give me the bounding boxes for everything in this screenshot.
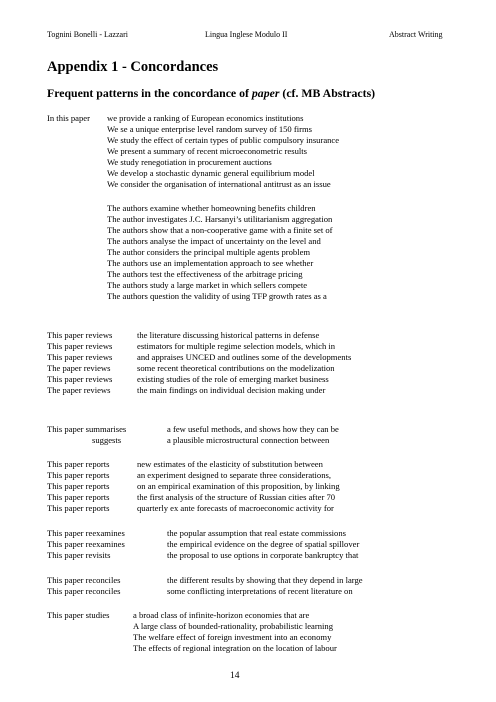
concordance-line: the different results by showing that they depend in large <box>167 575 363 585</box>
concordance-line: the proposal to use options in corporate bankruptcy that <box>167 550 359 560</box>
concordance-line: some conflicting interpretations of recent literature on <box>167 586 353 596</box>
concordance-key: The paper reviews <box>47 363 111 373</box>
header-course: Lingua Inglese Modulo II <box>205 30 288 39</box>
concordance-key: This paper reports <box>47 470 110 480</box>
concordance-line: The authors analyse the impact of uncertainty on the level and <box>107 236 321 246</box>
concordance-key: This paper reports <box>47 459 110 469</box>
page-number: 14 <box>230 671 240 681</box>
concordance-line: estimators for multiple regime selection models, which in <box>137 341 336 351</box>
concordance-line: some recent theoretical contributions on the modelization <box>137 363 335 373</box>
concordance-line: The author investigates J.C. Harsanyi’s utilitarianism aggregation <box>107 214 333 224</box>
concordance-key: This paper reports <box>47 481 110 491</box>
concordance-key: This paper studies <box>47 610 110 620</box>
concordance-line: The authors use an implementation approach to see whether <box>107 258 314 268</box>
concordance-line: we provide a ranking of European economics institutions <box>107 113 304 123</box>
concordance-key: This paper reexamines <box>47 539 125 549</box>
concordance-key: This paper reconciles <box>47 575 121 585</box>
concordance-line: We study renegotiation in procurement auctions <box>107 157 272 167</box>
concordance-line: on an empirical examination of this proposition, by linking <box>137 481 340 491</box>
concordance-line: existing studies of the role of emerging market business <box>137 374 329 384</box>
concordance-key: suggests <box>92 435 122 445</box>
concordance-line: the first analysis of the structure of Russian cities after 70 <box>137 492 336 502</box>
concordance-line: We consider the organisation of international antitrust as an issue <box>107 179 331 189</box>
concordance-key: The paper reviews <box>47 385 111 395</box>
concordance-key: This paper reviews <box>47 330 113 340</box>
concordance-line: a plausible microstructural connection between <box>167 435 330 445</box>
concordance-key: This paper reports <box>47 503 110 513</box>
concordance-key: This paper reviews <box>47 374 113 384</box>
subtitle-suffix: (cf. MB Abstracts) <box>279 86 376 100</box>
concordance-line: We present a summary of recent microeconometric results <box>107 146 307 156</box>
concordance-line: and appraises UNCED and outlines some of the developments <box>137 352 352 362</box>
concordance-line: the literature discussing historical patterns in defense <box>137 330 320 340</box>
concordance-line: the main findings on individual decision making under <box>137 385 326 395</box>
concordance-line: The authors show that a non-cooperative game with a finite set of <box>107 225 333 235</box>
concordance-key: This paper revisits <box>47 550 111 560</box>
header-topic: Abstract Writing <box>389 30 443 39</box>
concordance-key: This paper summarises <box>47 424 127 434</box>
concordance-line: the popular assumption that real estate commissions <box>167 528 347 538</box>
concordance-key: This paper reviews <box>47 352 113 362</box>
concordance-line: The effects of regional integration on the location of labour <box>133 643 337 653</box>
concordance-line: We study the effect of certain types of public compulsory insurance <box>107 135 340 145</box>
concordance-key: This paper reconciles <box>47 586 121 596</box>
concordance-line: We develop a stochastic dynamic general equilibrium model <box>107 168 315 178</box>
concordance-key: This paper reports <box>47 492 110 502</box>
concordance-key: This paper reexamines <box>47 528 125 538</box>
concordance-line: The authors question the validity of using TFP growth rates as a <box>107 291 327 301</box>
subtitle-prefix: Frequent patterns in the concordance of <box>47 86 252 100</box>
concordance-line: new estimates of the elasticity of substitution between <box>137 459 323 469</box>
concordance-key: This paper reviews <box>47 341 113 351</box>
concordance-line: the empirical evidence on the degree of spatial spillover <box>167 539 360 549</box>
concordance-line: The welfare effect of foreign investment into an economy <box>133 632 332 642</box>
section-subtitle <box>47 86 375 101</box>
concordance-line: quarterly ex ante forecasts of macroeconomic activity for <box>137 503 334 513</box>
page-title: Appendix 1 - Concordances <box>47 59 219 75</box>
concordance-line: a broad class of infinite-horizon economies that are <box>133 610 310 620</box>
concordance-line: The authors study a large market in which sellers compete <box>107 280 308 290</box>
concordance-line: The author considers the principal multiple agents problem <box>107 247 311 257</box>
concordance-line: The authors examine whether homeowning benefits children <box>107 203 316 213</box>
concordance-line: a few useful methods, and shows how they can be <box>167 424 339 434</box>
concordance-line: A large class of bounded-rationality, probabilistic learning <box>133 621 333 631</box>
concordance-line: We se a unique enterprise level random survey of 150 firms <box>107 124 313 134</box>
concordance-line: The authors test the effectiveness of the arbitrage pricing <box>107 269 303 279</box>
subtitle-keyword: paper <box>251 86 280 100</box>
concordance-key: In this paper <box>47 113 90 123</box>
concordance-line: an experiment designed to separate three considerations, <box>137 470 332 480</box>
header-authors: Tognini Bonelli - Lazzari <box>47 30 128 39</box>
